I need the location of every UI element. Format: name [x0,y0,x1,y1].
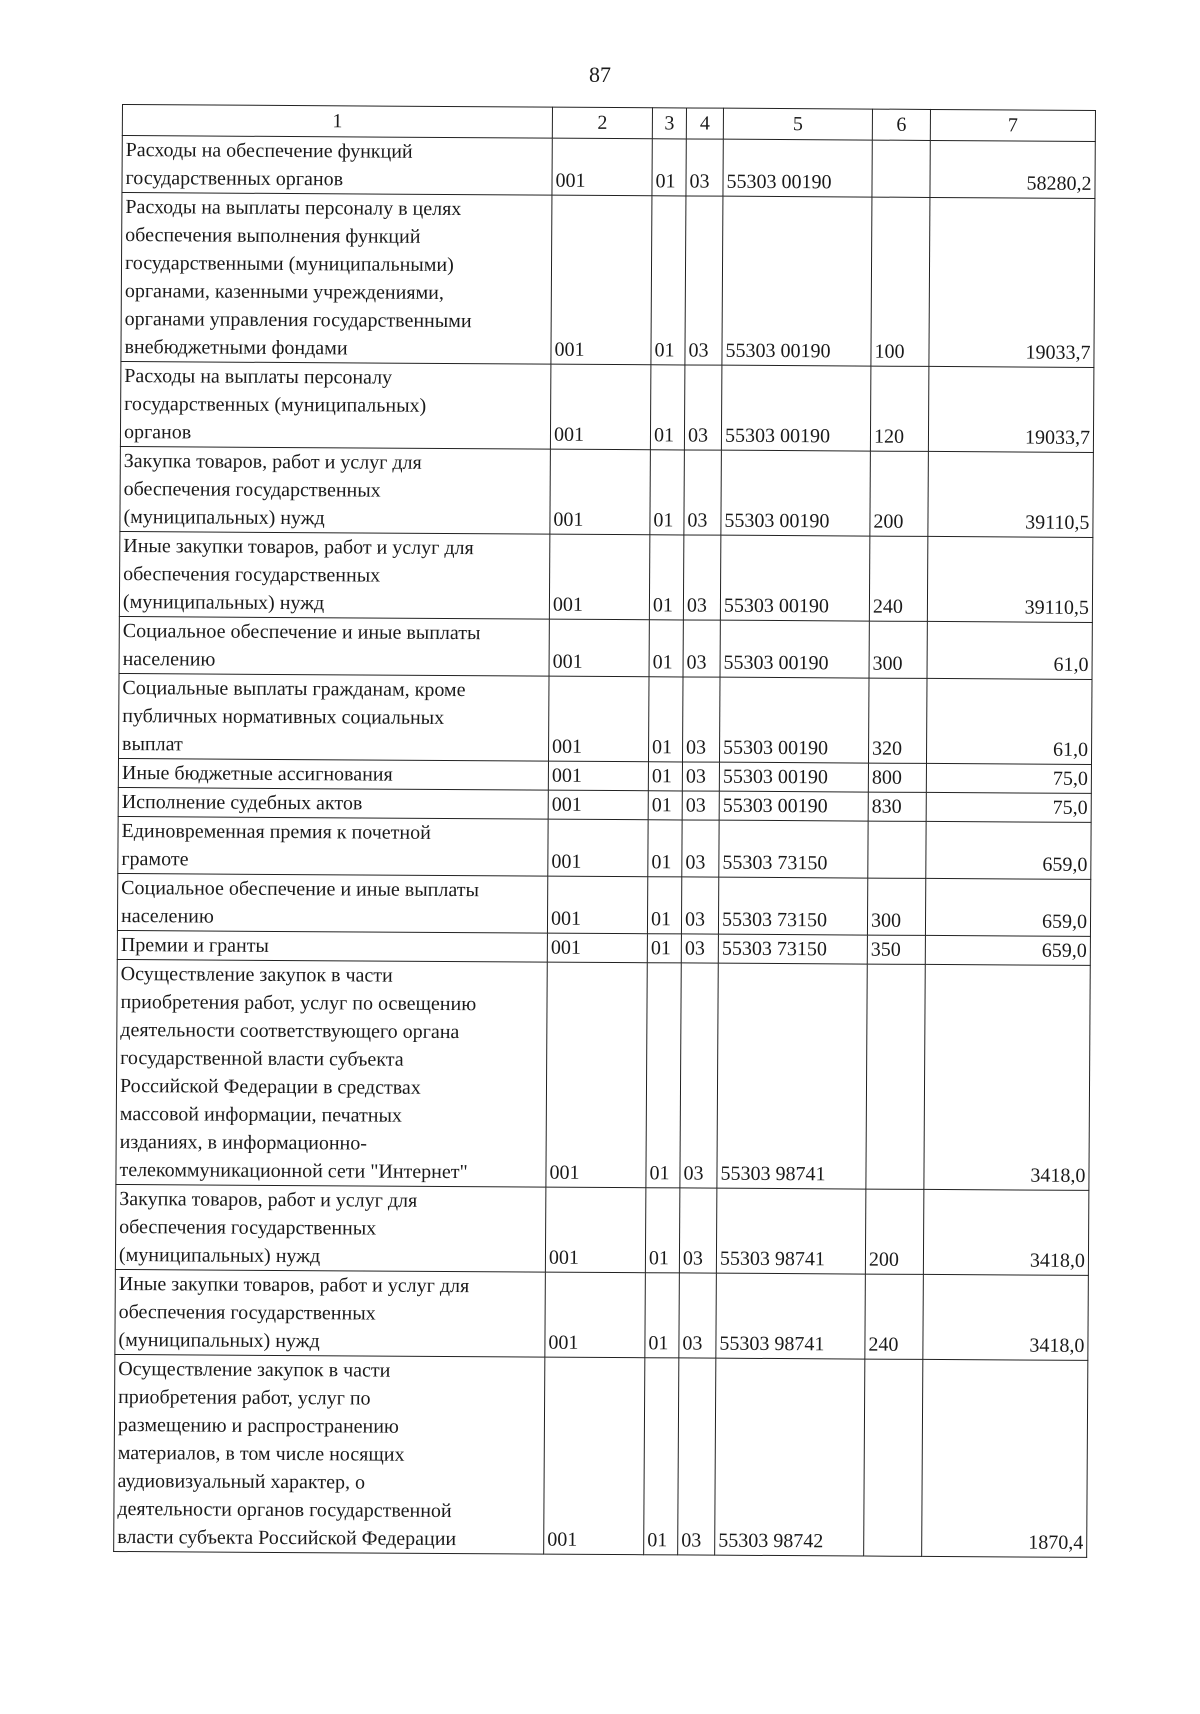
table-row [121,193,1095,368]
item-name-cell: Расходы на обеспечение функций государственных органов [122,136,552,196]
admin-code-cell: 001 [548,761,648,791]
item-name-cell: Социальные выплаты гражданам, кроме публичных нормативных социальных выплат [119,673,550,761]
admin-code-cell: 001 [545,1272,646,1358]
item-name-cell: Исполнение судебных актов [118,787,548,819]
subsection-code-cell: 03 [678,1358,716,1555]
target-article-cell: 55303 98741 [716,1188,866,1274]
target-article-cell: 55303 00190 [719,791,868,821]
admin-code-cell: 001 [547,933,647,963]
item-name-cell: Социальное обеспечение и иные выплаты населению [117,873,547,933]
amount-cell: 19033,7 [928,366,1094,452]
section-code-cell: 01 [648,791,682,820]
expense-type-cell: 350 [867,935,925,964]
admin-code-cell: 001 [548,790,648,820]
admin-code-cell: 001 [545,1187,646,1273]
item-name-cell: Иные закупки товаров, работ и услуг для обеспечения государственных (муниципальных) нужд [115,1269,546,1357]
expense-type-cell: 300 [869,621,927,678]
section-code-cell: 01 [650,365,685,450]
header-cell: 3 [652,108,686,139]
subsection-code-cell: 03 [684,450,722,535]
page-number: 87 [589,62,611,87]
budget-table [113,104,1096,1558]
target-article-cell: 55303 73150 [719,820,868,878]
amount-cell: 61,0 [927,621,1092,679]
admin-code-cell: 001 [551,195,652,365]
subsection-code-cell: 03 [680,963,718,1188]
section-code-cell: 01 [644,1358,679,1555]
item-name-cell: Расходы на выплаты персоналу государственных (муниципальных) органов [120,361,551,449]
target-article-cell: 55303 00190 [721,450,871,536]
section-code-cell: 01 [647,877,681,934]
subsection-code-cell: 03 [679,1188,717,1273]
expense-type-cell: 100 [871,197,930,366]
section-code-cell: 01 [645,1273,680,1358]
amount-cell: 75,0 [926,763,1091,793]
subsection-code-cell: 03 [686,139,723,196]
expense-type-cell: 200 [865,1189,924,1274]
item-name-cell: Закупка товаров, работ и услуг для обеспечения государственных (муниципальных) нужд [120,446,551,534]
target-article-cell: 55303 00190 [720,620,869,678]
expense-type-cell: 200 [870,451,929,536]
table-row [116,959,1090,1190]
target-article-cell: 55303 98741 [716,1273,866,1359]
item-name-cell: Закупка товаров, работ и услуг для обеспечения государственных (муниципальных) нужд [115,1184,546,1272]
table-row [114,1354,1088,1557]
section-code-cell: 01 [651,196,686,365]
item-name-cell: Осуществление закупок в части приобретения работ, услуг по размещению и распространению материалов, в том числе носящих аудиовизуальный характер, о деятельности органов государственной власти субъекта Российской Федерации [114,1354,545,1554]
subsection-code-cell: 03 [679,1273,717,1358]
table-row [115,1184,1089,1275]
amount-cell: 39110,5 [928,451,1094,537]
amount-cell: 3418,0 [923,1189,1089,1275]
amount-cell: 75,0 [926,792,1091,822]
amount-cell: 39110,5 [927,536,1093,622]
item-name-cell: Иные бюджетные ассигнования [118,758,548,790]
target-article-cell: 55303 00190 [719,762,868,792]
table-row [119,531,1093,622]
subsection-code-cell: 03 [685,196,723,365]
target-article-cell: 55303 98741 [717,963,867,1189]
admin-code-cell: 001 [549,534,650,620]
subsection-code-cell: 03 [683,620,720,677]
target-article-cell: 55303 73150 [718,877,867,935]
expense-type-cell [866,964,925,1189]
target-article-cell: 55303 00190 [722,196,872,366]
amount-cell: 659,0 [925,935,1090,965]
table-row [120,446,1094,537]
target-article-cell: 55303 00190 [721,365,871,451]
section-code-cell: 01 [647,934,681,963]
subsection-code-cell: 03 [682,677,720,762]
subsection-code-cell: 03 [682,762,719,791]
subsection-code-cell: 03 [681,934,718,963]
header-cell: 5 [723,108,872,140]
table-body [114,136,1096,1558]
section-code-cell: 01 [648,762,682,791]
amount-cell: 1870,4 [922,1359,1088,1557]
amount-cell: 659,0 [926,821,1091,879]
expense-type-cell: 240 [865,1274,924,1359]
admin-code-cell: 001 [544,1357,645,1555]
header-cell: 1 [122,105,552,139]
table-row [122,136,1095,199]
amount-cell: 3418,0 [924,964,1090,1190]
admin-code-cell: 001 [548,676,649,762]
item-name-cell: Расходы на выплаты персоналу в целях обеспечения выполнения функций государственными (муниципальными) органами, казенными учреждениями, органами управления государственными внебюджетными фондами [121,193,552,365]
admin-code-cell: 001 [552,138,652,196]
subsection-code-cell: 03 [682,791,719,820]
target-article-cell: 55303 00190 [723,139,872,197]
target-article-cell: 55303 98742 [715,1358,865,1556]
admin-code-cell: 001 [546,962,647,1188]
table-row [119,673,1093,764]
item-name-cell: Осуществление закупок в части приобретения работ, услуг по освещению деятельности соответствующего органа государственной власти субъекта Российской Федерации в средствах массовой информации, печатных изданиях, в информационно- телекоммуникационной сети "Интернет" [116,959,547,1187]
admin-code-cell: 001 [547,876,647,934]
expense-type-cell: 120 [870,366,929,451]
expense-type-cell: 830 [868,792,926,821]
table-row [115,1269,1089,1360]
section-code-cell: 01 [648,820,682,877]
admin-code-cell: 001 [550,449,651,535]
admin-code-cell: 001 [548,819,648,877]
item-name-cell: Социальное обеспечение и иные выплаты населению [119,616,549,676]
subsection-code-cell: 03 [683,535,721,620]
section-code-cell: 01 [650,450,685,535]
subsection-code-cell: 03 [682,820,719,877]
expense-type-cell: 240 [869,536,928,621]
target-article-cell: 55303 00190 [720,535,870,621]
subsection-code-cell: 03 [681,877,718,934]
header-cell: 6 [872,109,930,140]
section-code-cell: 01 [645,1188,680,1273]
expense-type-cell: 320 [868,678,927,763]
expense-type-cell [868,821,926,878]
item-name-cell: Иные закупки товаров, работ и услуг для обеспечения государственных (муниципальных) нужд [119,531,550,619]
amount-cell: 19033,7 [929,197,1095,367]
expense-type-cell [872,140,930,197]
section-code-cell: 01 [648,677,683,762]
admin-code-cell: 001 [549,619,649,677]
amount-cell: 61,0 [926,678,1092,764]
header-cell: 7 [930,109,1095,141]
expense-type-cell [864,1359,923,1556]
item-name-cell: Премии и гранты [117,930,547,962]
target-article-cell: 55303 00190 [719,677,869,763]
header-cell: 4 [686,108,723,139]
section-code-cell: 01 [649,620,683,677]
expense-type-cell: 800 [868,763,926,792]
target-article-cell: 55303 73150 [718,934,867,964]
expense-type-cell: 300 [867,878,925,935]
item-name-cell: Единовременная премия к почетной грамоте [118,816,548,876]
section-code-cell: 01 [646,963,681,1188]
header-cell: 2 [552,107,652,139]
amount-cell: 659,0 [925,878,1090,936]
subsection-code-cell: 03 [684,365,722,450]
section-code-cell: 01 [652,139,686,196]
admin-code-cell: 001 [550,364,651,450]
section-code-cell: 01 [649,535,684,620]
amount-cell: 3418,0 [923,1274,1089,1360]
table-row [119,616,1092,679]
amount-cell: 58280,2 [930,140,1095,198]
table-row [117,873,1090,936]
table-row [118,816,1091,879]
table-row [120,361,1094,452]
